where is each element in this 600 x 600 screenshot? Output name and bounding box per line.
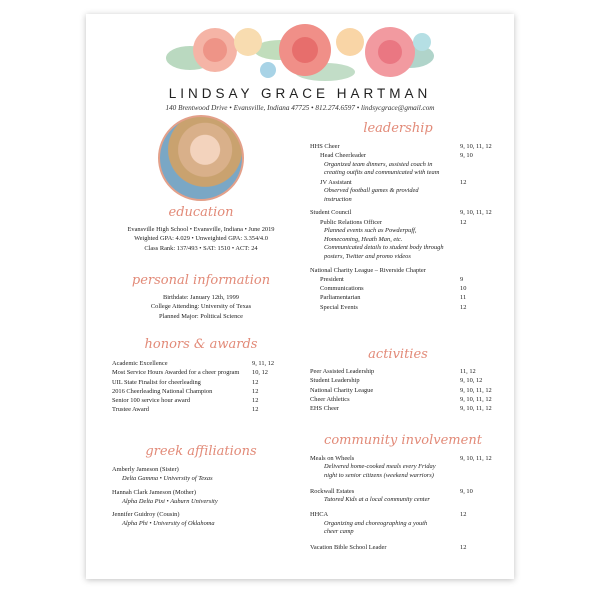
profile-photo [158, 115, 244, 201]
community-heading: community involvement [324, 433, 482, 448]
list-item: Senior 100 service hour award 12 [112, 397, 259, 405]
honors-list [112, 359, 292, 415]
personal-heading: personal information [131, 273, 271, 288]
contact-line: 140 Brentwood Drive • Evansville, Indiana 47725 • 812.274.6597 • lindsycgrace@gmail.com [165, 104, 435, 112]
list-item: 2016 Cheerleading National Champion 12 [112, 387, 259, 395]
applicant-name: LINDSAY GRACE HARTMAN [168, 86, 432, 101]
greek-list [112, 465, 292, 529]
relation-1: Amberly Jameson (Sister) [112, 466, 179, 473]
relation-3-detail: Alpha Phi • University of Oklahoma [122, 520, 215, 528]
floral-header-illustration [160, 20, 440, 90]
list-item: Most Service Hours Awarded for a cheer program 10, 12 [112, 369, 268, 377]
resume-page [86, 14, 514, 579]
personal-block [96, 293, 306, 321]
relation-1-detail: Delta Gamma • University of Texas [122, 475, 213, 483]
activities-heading: activities [368, 347, 428, 362]
major-line: Planned Major: Political Science [159, 312, 243, 320]
relation-2-detail: Alpha Delta Pixi • Auburn University [122, 497, 218, 505]
education-heading: education [168, 205, 234, 220]
list-item: UIL State Finalist for cheerleading 12 [112, 378, 259, 386]
relation-3: Jennifer Guidroy (Cousin) [112, 511, 180, 519]
rank-line: Class Rank: 137/493 • SAT: 1510 • ACT: 24 [144, 244, 258, 252]
activities-list: Peer Assisted Leadership 11, 12 Student Leadership 9, 10, 12 National Charity League 9, 10, 11, 12 Cheer Athletics 9, 10, 11, 12 EHS Cheer 9, 10, 11, 12 [310, 368, 492, 413]
education-block [96, 225, 306, 253]
honors-heading: honors & awards [144, 337, 258, 352]
leadership-list: HHS Cheer 9, 10, 11, 12 Head Cheerleader 9, 10 Organized team dinners, assisted coach in creating outfits and communicated with team JV Assistant 12 Observed football games & provided instruction Student Council 9, 10, 11, 12 Public Relations Officer 12 Planned events such as Powderpuff, Homecoming, Heath Man, etc. Communicated details to student body through posters, Twitter and promo videos National Charity League – Riverside Chapter President 9 Communications 10 Parliamentarian 11 Special Events 12 [310, 143, 492, 311]
college-line: College Attending: University of Texas [150, 303, 252, 311]
gpa-line: Weighted GPA: 4.029 • Unweighted GPA: 3.354/4.0 [134, 235, 268, 243]
relation-2: Hannah Clark Jameson (Mother) [112, 488, 196, 496]
birthdate-line: Birthdate: January 12th, 1999 [163, 294, 239, 301]
list-item: Academic Excellence 9, 11, 12 [112, 360, 275, 367]
greek-heading: greek affiliations [145, 444, 257, 459]
community-list: Meals on Wheels 9, 10, 11, 12 Delivered home-cooked meals every Friday night to senior citizens (weekend warriors) Rockwall Estates 9, 10 Tutored Kids at a local community center HHCA 12 Organizing and choreographing a youth cheer camp Vacation Bible School Leader 12 [310, 455, 492, 552]
school-line: Evansville High School • Evansville, Indiana • June 2019 [127, 226, 275, 233]
list-item: Trustee Award 12 [112, 406, 259, 414]
leadership-heading: leadership [363, 121, 433, 136]
